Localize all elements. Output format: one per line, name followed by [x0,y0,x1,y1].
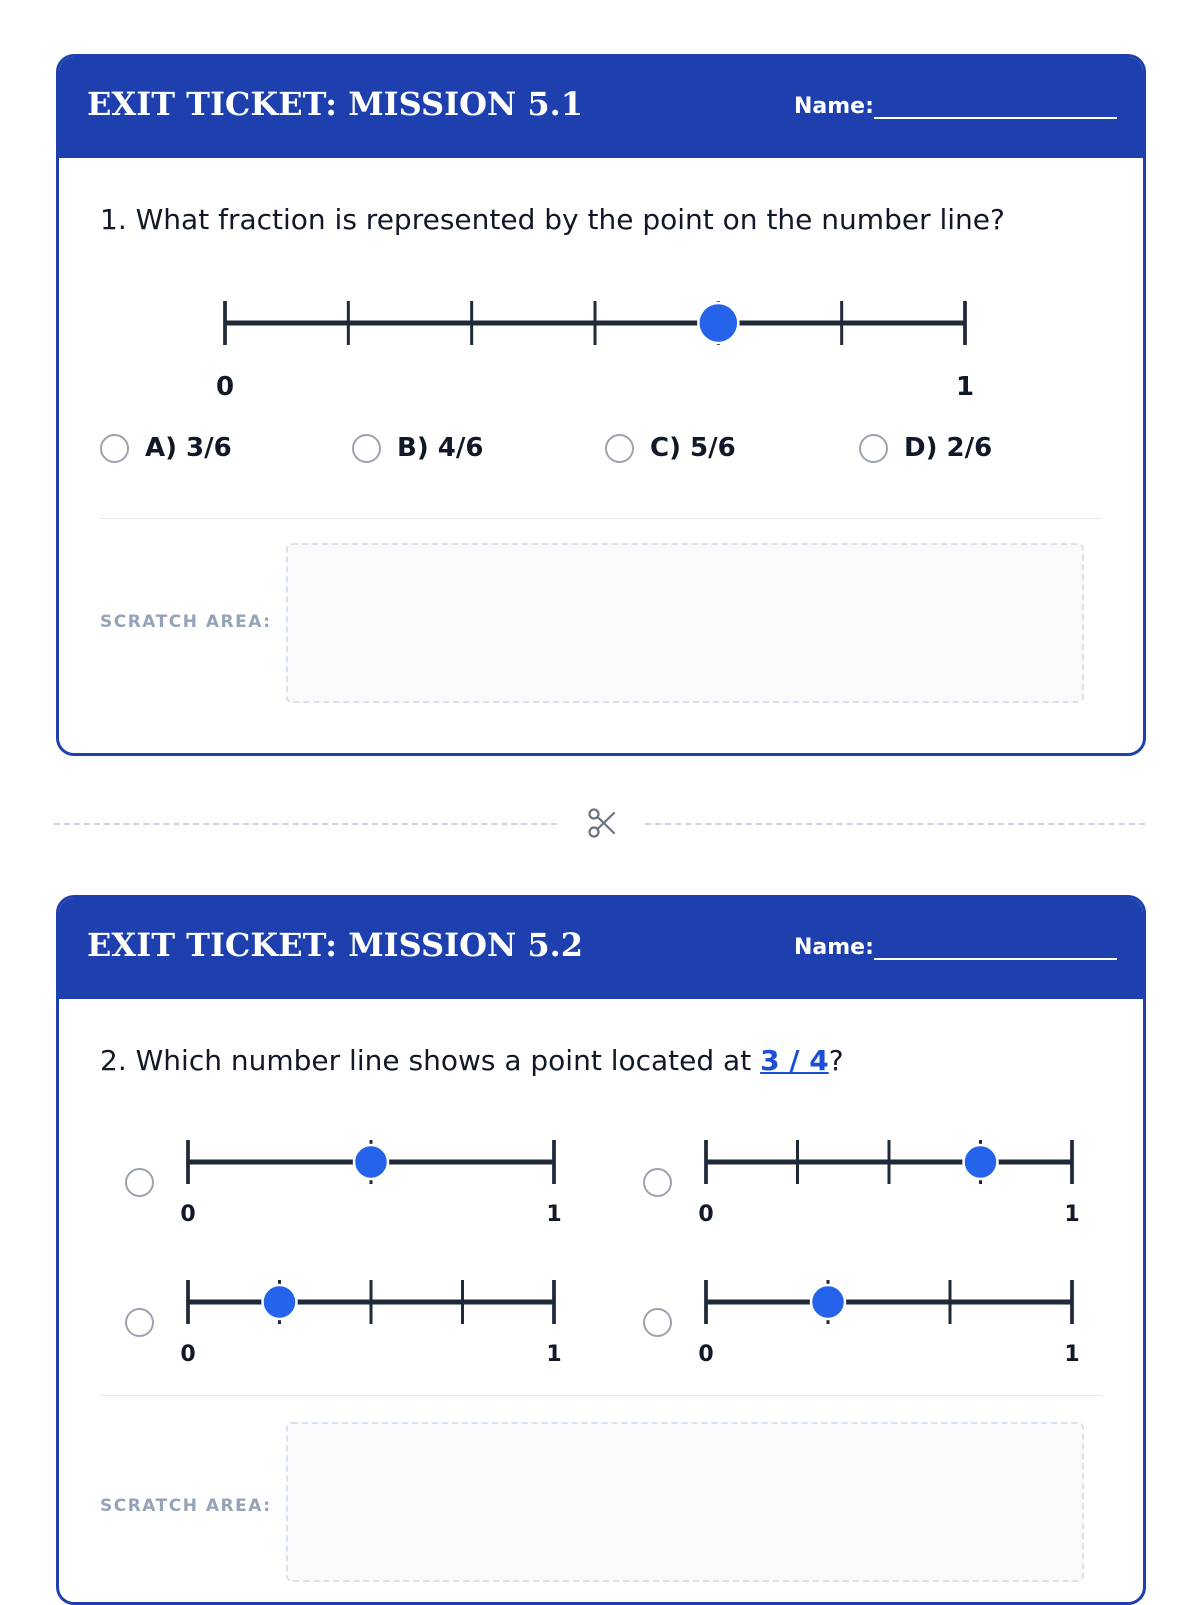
choice-b-radio[interactable] [643,1168,672,1197]
end-label: 1 [546,1202,562,1227]
name-label: Name: [794,94,874,119]
start-label: 0 [698,1202,714,1227]
start-label: 0 [215,372,235,402]
question-suffix: ? [828,1044,844,1077]
option-label: C) 5/6 [650,433,736,463]
number-line-choice-d [698,1278,1092,1378]
scissors-icon [586,807,618,839]
number-line-choice-b [698,1138,1092,1238]
end-label: 1 [955,372,975,402]
ticket-header [59,898,1143,999]
radio-button[interactable] [605,434,634,463]
name-label: Name: [794,935,874,960]
option-b[interactable] [352,433,483,463]
target-fraction: 3 / 4 [760,1044,829,1077]
option-label: B) 4/6 [397,433,484,463]
number-line-choice-c [180,1278,574,1378]
divider [100,518,1102,519]
ticket-title: EXIT TICKET: MISSION 5.2 [87,926,584,964]
name-field[interactable] [874,117,1117,119]
point-marker [263,1285,297,1319]
scratch-area-label: SCRATCH AREA: [100,612,272,632]
option-d[interactable] [859,433,992,463]
option-a[interactable] [100,433,232,463]
question-prefix: 2. Which number line shows a point located at [100,1044,761,1077]
ticket-header [59,57,1143,158]
radio-button[interactable] [100,434,129,463]
start-label: 0 [698,1342,714,1367]
point-marker [811,1285,845,1319]
scratch-area-label: SCRATCH AREA: [100,1496,272,1516]
end-label: 1 [1064,1342,1080,1367]
number-line-q1 [215,295,979,402]
number-line-choice-a [180,1138,574,1238]
point-marker [964,1145,998,1179]
option-label: D) 2/6 [904,433,993,463]
exit-ticket-card-1 [56,54,1146,756]
point-marker [698,303,738,343]
divider [100,1395,1102,1396]
scratch-area[interactable] [286,543,1084,703]
exit-ticket-card-2 [56,895,1146,1605]
ticket-title: EXIT TICKET: MISSION 5.1 [87,85,584,123]
radio-button[interactable] [352,434,381,463]
choice-d-radio[interactable] [643,1308,672,1337]
option-label: A) 3/6 [145,433,232,463]
start-label: 0 [180,1342,196,1367]
start-label: 0 [180,1202,196,1227]
end-label: 1 [546,1342,562,1367]
question-2-text [100,1044,844,1077]
radio-button[interactable] [859,434,888,463]
choice-c-radio[interactable] [125,1308,154,1337]
cut-line-right [645,823,1145,825]
cut-line-left [54,823,557,825]
end-label: 1 [1064,1202,1080,1227]
point-marker [354,1145,388,1179]
question-1-text: 1. What fraction is represented by the point on the number line? [100,203,1005,236]
choice-a-radio[interactable] [125,1168,154,1197]
scratch-area[interactable] [286,1422,1084,1582]
name-field[interactable] [874,958,1117,960]
option-c[interactable] [605,433,736,463]
